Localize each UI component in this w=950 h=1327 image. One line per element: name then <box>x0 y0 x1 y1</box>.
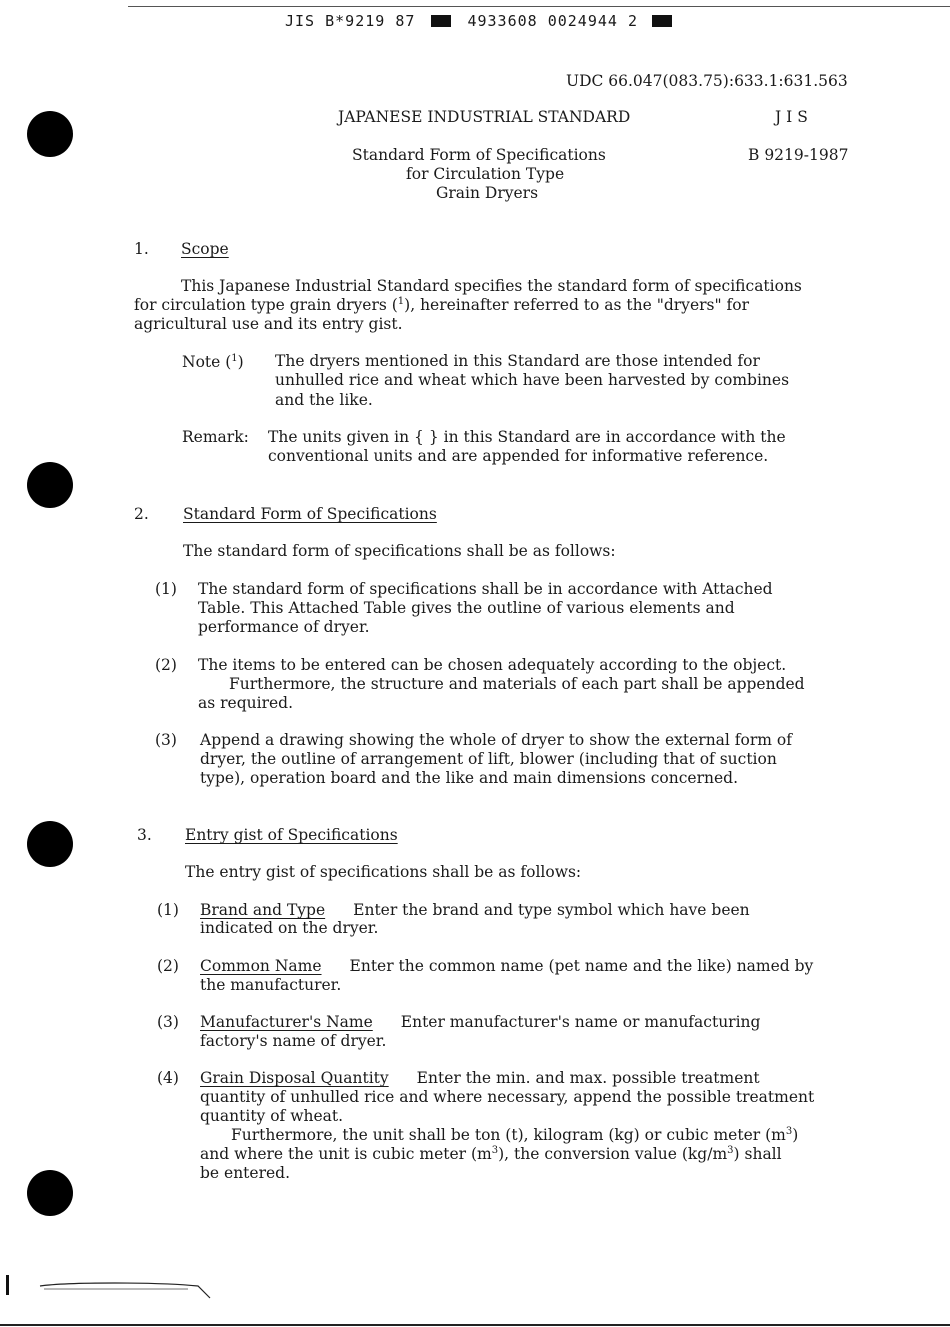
section-2-number: 2. <box>134 505 149 523</box>
item-line: factory's name of dryer. <box>200 1032 387 1050</box>
bottom-rule <box>0 1324 950 1326</box>
section-3-number: 3. <box>137 826 152 844</box>
section-3-intro: The entry gist of specifications shall be as follows: <box>185 863 582 881</box>
item-line: dryer, the outline of arrangement of lift, blower (including that of suction <box>200 750 777 768</box>
item-line: the manufacturer. <box>200 976 342 994</box>
item-line: The standard form of specifications shall be in accordance with Attached <box>198 580 773 598</box>
item-number: (4) <box>157 1069 179 1087</box>
punch-hole <box>27 1170 73 1216</box>
section-2-heading: Standard Form of Specifications <box>183 505 437 523</box>
udc-code: UDC 66.047(083.75):633.1:631.563 <box>566 72 848 90</box>
jis-mark: J I S <box>775 108 808 126</box>
item-term: Common Name <box>200 957 322 975</box>
remark-label: Remark: <box>182 428 249 446</box>
note-line: unhulled rice and wheat which have been harvested by combines <box>275 371 790 389</box>
note-line: and the like. <box>275 391 373 409</box>
note-line: The dryers mentioned in this Standard are those intended for <box>275 352 760 370</box>
header-ref-part2: 4933608 0024944 2 <box>467 12 638 30</box>
item-line: as required. <box>198 694 293 712</box>
item-line: Grain Disposal Quantity Enter the min. and max. possible treatment <box>200 1069 760 1087</box>
item-number: (1) <box>157 901 179 919</box>
section-1-heading: Scope <box>181 240 229 258</box>
scan-mark <box>6 1275 9 1295</box>
item-number: (3) <box>155 731 177 749</box>
section-1-paragraph-line: This Japanese Industrial Standard specifies the standard form of specifications <box>181 277 802 295</box>
item-line: Table. This Attached Table gives the outline of various elements and <box>198 599 735 617</box>
title-line-3: Grain Dryers <box>436 184 539 202</box>
remark-line: conventional units and are appended for informative reference. <box>268 447 769 465</box>
section-1-number: 1. <box>134 240 149 258</box>
item-line: be entered. <box>200 1164 291 1182</box>
document-number: B 9219-1987 <box>748 146 849 164</box>
item-line: type), operation board and the like and main dimensions concerned. <box>200 769 739 787</box>
punch-hole <box>27 821 73 867</box>
item-number: (2) <box>155 656 177 674</box>
header-reference <box>285 12 672 30</box>
item-line: Common Name Enter the common name (pet name and the like) named by <box>200 957 814 975</box>
item-line: Furthermore, the unit shall be ton (t), kilogram (kg) or cubic meter $(m^3)$ <box>231 1125 799 1144</box>
footnote-ref: 1 <box>397 295 405 307</box>
item-term: Grain Disposal Quantity <box>200 1069 389 1087</box>
item-line: Manufacturer's Name Enter manufacturer's name or manufacturing <box>200 1013 761 1031</box>
item-line: Append a drawing showing the whole of dryer to show the external form of <box>200 731 792 749</box>
item-term: Brand and Type <box>200 901 326 919</box>
item-line: indicated on the dryer. <box>200 919 379 937</box>
header-ref-part1: JIS B*9219 87 <box>285 12 416 30</box>
item-line: Brand and Type Enter the brand and type symbol which have been <box>200 901 750 919</box>
item-term: Manufacturer's Name <box>200 1013 373 1031</box>
title-line-2: for Circulation Type <box>406 165 565 183</box>
item-line: Furthermore, the structure and materials of each part shall be appended <box>229 675 805 693</box>
item-number: (3) <box>157 1013 179 1031</box>
title-line-1: Standard Form of Specifications <box>352 146 606 164</box>
remark-line: The units given in { } in this Standard are in accordance with the <box>268 428 786 446</box>
section-1-paragraph-line: agricultural use and its entry gist. <box>134 315 403 333</box>
section-2-intro: The standard form of specifications shall be as follows: <box>183 542 616 560</box>
punch-hole <box>27 111 73 157</box>
item-line: The items to be entered can be chosen adequately according to the object. <box>198 656 787 674</box>
section-3-heading: Entry gist of Specifications <box>185 826 398 844</box>
redaction-bar-1 <box>431 15 451 27</box>
punch-hole <box>27 462 73 508</box>
item-line: quantity of unhulled rice and where necessary, append the possible treatment <box>200 1088 815 1106</box>
redaction-bar-2 <box>652 15 672 27</box>
scan-stroke-artifact <box>38 1280 218 1302</box>
item-number: (1) <box>155 580 177 598</box>
note-label: Note ($^1$) <box>182 352 244 371</box>
item-line: quantity of wheat. <box>200 1107 344 1125</box>
standard-label: JAPANESE INDUSTRIAL STANDARD <box>338 108 631 126</box>
item-line: performance of dryer. <box>198 618 370 636</box>
top-rule <box>128 6 950 7</box>
section-1-paragraph-line: for circulation type grain dryers ($^1$), hereinafter referred to as the "dryers" for <box>134 295 750 314</box>
item-line: and where the unit is cubic meter $(m^3)$, the conversion value $(kg/m^3)$ shall <box>200 1144 782 1163</box>
item-number: (2) <box>157 957 179 975</box>
